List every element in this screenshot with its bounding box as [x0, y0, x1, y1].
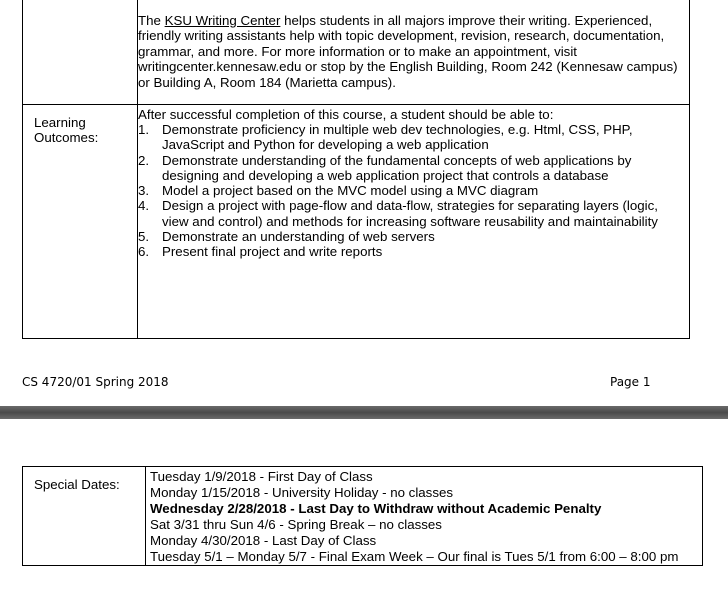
list-number: 2. [138, 152, 150, 168]
date-item: Monday 1/15/2018 - University Holiday - no classes [150, 485, 454, 500]
date-item: Monday 4/30/2018 - Last Day of Class [150, 533, 377, 548]
special-dates-label: Special Dates: [34, 477, 120, 492]
writing-center-pre: The [138, 13, 165, 28]
list-text: Demonstrate understanding of the fundamental concepts of web applications by designing and developing a web application project that controls a database [162, 152, 632, 183]
learning-outcomes-intro: After successful completion of this course, a student should be able to: [138, 107, 554, 122]
ksu-writing-center-link[interactable]: KSU Writing Center [164, 13, 281, 28]
learning-outcomes-label [34, 115, 98, 145]
row-divider [23, 104, 689, 105]
special-dates-table [22, 466, 703, 566]
footer-course: CS 4720/01 Spring 2018 [22, 375, 169, 389]
list-item [138, 229, 663, 244]
learning-outcomes-label-line1: Learning [34, 115, 86, 130]
list-number: 1. [138, 122, 150, 137]
list-item [138, 198, 663, 229]
date-item-withdraw-deadline: Wednesday 2/28/2018 - Last Day to Withdraw without Academic Penalty [150, 501, 602, 516]
list-item [138, 153, 663, 184]
learning-outcomes-label-line2: Outcomes: [34, 130, 99, 145]
special-dates-list [150, 469, 700, 565]
writing-center-post: helps students in all majors improve their writing. Experienced, friendly writing assistants help with topic development, revision, research, documentation, grammar, and more. For more information or to make an appointment, visit writingcenter.kennesaw.edu or stop by the English Building, Room 242 (Kennesaw campus) or Building A, Room 184 (Marietta campus). [138, 13, 678, 90]
list-number: 4. [138, 198, 150, 214]
list-text: Design a project with page-flow and data-flow, strategies for separating layers (logic, view and control) and methods for increasing software reusability and maintainability [162, 198, 658, 229]
column-divider [145, 467, 146, 565]
list-text: Demonstrate an understanding of web servers [162, 229, 435, 245]
list-text: Demonstrate proficiency in multiple web dev technologies, e.g. Html, CSS, PHP, JavaScript and Python for developing a web application [162, 122, 633, 153]
list-item [138, 183, 663, 198]
date-item: Tuesday 1/9/2018 - First Day of Class [150, 469, 373, 484]
list-item [138, 244, 663, 259]
list-text: Present final project and write reports [162, 244, 383, 260]
writing-center-paragraph [138, 13, 688, 90]
list-number: 3. [138, 183, 150, 199]
list-item [138, 122, 663, 153]
list-text: Model a project based on the MVC model using a MVC diagram [162, 183, 539, 199]
list-number: 5. [138, 229, 150, 245]
date-item: Tuesday 5/1 – Monday 5/7 - Final Exam Week – Our final is Tues 5/1 from 6:00 – 8:00 pm [150, 549, 679, 564]
footer-page-number: Page 1 [610, 375, 651, 389]
list-number: 6. [138, 244, 150, 260]
date-item: Sat 3/31 thru Sun 4/6 - Spring Break – no classes [150, 517, 442, 532]
learning-outcomes-list [138, 122, 663, 260]
page-break-divider [0, 406, 728, 419]
